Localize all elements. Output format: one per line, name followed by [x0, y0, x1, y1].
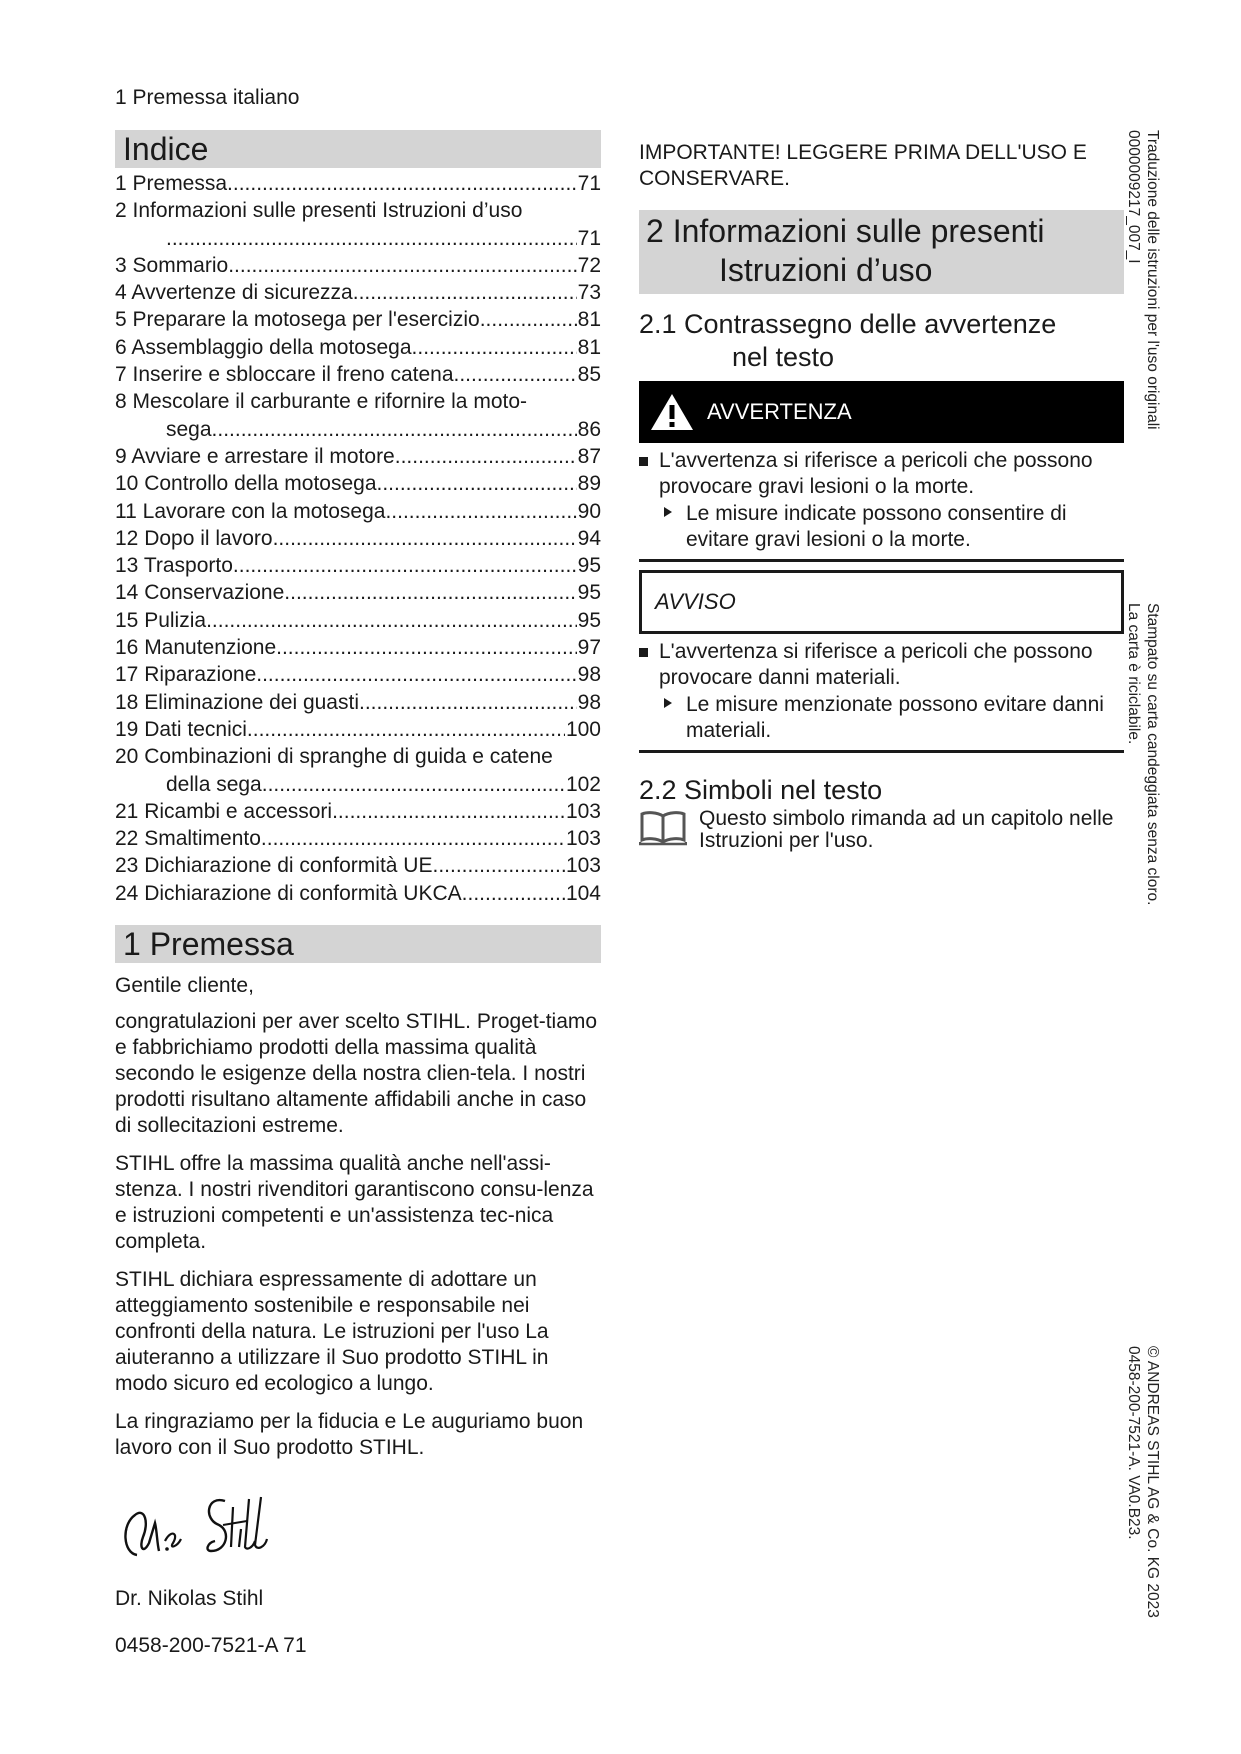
toc-entry-title: 16 Manutenzione: [115, 636, 277, 660]
section-2-heading-line2: Istruzioni d’uso: [719, 252, 933, 288]
toc-entry: [115, 170, 601, 197]
toc-entry-page: 95: [577, 581, 601, 605]
toc-entry-title: 12 Dopo il lavoro: [115, 526, 273, 550]
toc-entry-page: 100: [565, 717, 601, 741]
signature-image: [115, 1485, 285, 1575]
toc-entry-title: 20 Combinazioni di spranghe di guida e catene: [115, 745, 553, 769]
toc-entry-title: 14 Conservazione: [115, 581, 285, 605]
toc-entry-title-continued: della sega: [166, 772, 262, 796]
notice-label: AVVISO: [655, 589, 736, 614]
table-of-contents: [115, 170, 601, 907]
toc-entry: [115, 252, 601, 279]
notice-sub-item: [639, 692, 1124, 744]
toc-entry: [115, 443, 601, 470]
toc-entry-title: 10 Controllo della motosega: [115, 472, 377, 496]
bullet-square-icon: [639, 457, 648, 466]
toc-entry: [115, 689, 601, 716]
toc-entry-page: 89: [577, 472, 601, 496]
divider: [639, 750, 1124, 753]
premessa-title: 1 Premessa: [115, 925, 601, 963]
toc-entry: [115, 716, 601, 743]
running-head: 1 Premessa italiano: [115, 86, 300, 109]
toc-entry-page: 86: [577, 417, 601, 441]
notice-sub-text: Le misure menzionate possono evitare danni materiali.: [686, 693, 1104, 742]
toc-entry-page: 72: [577, 253, 601, 277]
notice-box: [639, 570, 1124, 634]
toc-entry: [115, 607, 601, 634]
toc-entry-title: 18 Eliminazione dei guasti: [115, 690, 359, 714]
toc-entry: [115, 852, 601, 879]
toc-entry-title: 9 Avviare e arrestare il motore: [115, 444, 395, 468]
triangle-bullet-icon: [664, 698, 672, 708]
toc-entry-page: 95: [577, 554, 601, 578]
notice-bullet-text: L'avvertenza si riferisce a pericoli che possono provocare danni materiali.: [659, 640, 1093, 689]
toc-entry-title: 5 Preparare la motosega per l'esercizio: [115, 308, 480, 332]
toc-entry-title: 19 Dati tecnici: [115, 717, 247, 741]
toc-entry-title: 8 Mescolare il carburante e rifornire la moto-: [115, 390, 528, 414]
translation-line2: 0000009217_007_I: [1125, 130, 1142, 264]
copyright-line1: © ANDREAS STIHL AG & Co. KG 2023: [1144, 1346, 1161, 1618]
section-2-1-heading-line2: nel testo: [732, 342, 835, 372]
toc-entry-title: 1 Premessa: [115, 172, 228, 195]
toc-entry-page: 103: [565, 827, 601, 851]
toc-entry-title: 17 Riparazione: [115, 663, 257, 687]
toc-entry-continuation: [115, 225, 601, 252]
toc-title: Indice: [115, 130, 601, 168]
toc-entry-title: 2 Informazioni sulle presenti Istruzioni d’uso: [115, 199, 523, 223]
paragraph-2: STIHL offre la massima qualità anche nell'assi-stenza. I nostri rivenditori garantiscono consu-lenza e istruzioni competenti e un'assistenza tec-nica completa.: [115, 1152, 594, 1254]
bullet-square-icon: [639, 648, 648, 657]
toc-entry-title: 11 Lavorare con la motosega: [115, 499, 386, 523]
translation-line1: Traduzione delle istruzioni per l'uso originali: [1144, 130, 1161, 430]
toc-entry-page: 102: [565, 772, 601, 796]
toc-entry-title: 13 Trasporto: [115, 554, 233, 578]
toc-entry-title: 6 Assemblaggio della motosega: [115, 335, 412, 359]
toc-entry-title: 4 Avvertenze di sicurezza: [115, 281, 353, 305]
section-2-1-heading-line1: 2.1 Contrassegno delle avvertenze: [639, 309, 1057, 339]
section-2-1-heading: [639, 308, 1124, 374]
toc-entry-page: 98: [577, 690, 601, 714]
toc-entry: [115, 498, 601, 525]
toc-entry: [115, 525, 601, 552]
paragraph-3: STIHL dichiara espressamente di adottare un atteggiamento sostenibile e responsabile nei confronti della natura. Le istruzioni per l'uso La aiuteranno a utilizzare il Suo prodotto STIHL in modo sicuro ed ecologico a lungo.: [115, 1268, 549, 1396]
important-notice: IMPORTANTE! LEGGERE PRIMA DELL'USO E CONSERVARE.: [639, 141, 1087, 190]
toc-entry: [115, 880, 601, 907]
toc-entry-page: 71: [577, 172, 601, 195]
toc-entry-page: 71: [577, 226, 601, 250]
paragraph-1: congratulazioni per aver scelto STIHL. Proget-tiamo e fabbrichiamo prodotti della massima qualità secondo le esigenze della nostra clien-tela. I nostri prodotti risultano altamente affidabili anche in caso di sollecitazioni estreme.: [115, 1010, 598, 1138]
toc-entry-title: 3 Sommario: [115, 253, 229, 277]
section-2-2-heading: 2.2 Simboli nel testo: [639, 775, 883, 805]
toc-entry-title-continued: sega: [166, 417, 212, 441]
toc-entry-page: 103: [565, 854, 601, 878]
symbol-row: [639, 808, 1124, 852]
toc-entry-continuation: [115, 771, 601, 798]
left-column: [115, 130, 601, 1612]
paper-line2: La carta è riciclabile.: [1125, 603, 1142, 745]
toc-entry: [115, 743, 601, 770]
toc-entry-title: 7 Inserire e sbloccare il freno catena: [115, 363, 454, 387]
toc-entry: [115, 798, 601, 825]
toc-entry: [115, 197, 601, 224]
warning-sub-text: Le misure indicate possono consentire di evitare gravi lesioni o la morte.: [686, 502, 1067, 551]
toc-entry-page: 97: [577, 636, 601, 660]
toc-entry-title: 23 Dichiarazione di conformità UE: [115, 854, 433, 878]
toc-entry-page: 85: [577, 363, 601, 387]
toc-entry: [115, 825, 601, 852]
toc-entry-page: 104: [565, 881, 601, 905]
toc-entry: [115, 634, 601, 661]
toc-entry: [115, 306, 601, 333]
warning-bullet: [639, 448, 1124, 500]
notice-bullet: [639, 639, 1124, 691]
toc-entry-page: 94: [577, 526, 601, 550]
divider: [639, 559, 1124, 562]
toc-entry: [115, 334, 601, 361]
copyright-line2: 0458-200-7521-A. VA0.B23.: [1125, 1346, 1142, 1540]
paper-line1: Stampato su carta candeggiata senza cloro.: [1144, 603, 1161, 906]
symbol-description: Questo simbolo rimanda ad un capitolo nelle Istruzioni per l'uso.: [699, 807, 1114, 852]
book-icon: [639, 810, 687, 846]
signature-name: Dr. Nikolas Stihl: [115, 1587, 264, 1611]
toc-entry: [115, 552, 601, 579]
toc-entry-title: 24 Dichiarazione di conformità UKCA: [115, 881, 462, 905]
toc-entry-page: 103: [565, 799, 601, 823]
warning-bar: [639, 381, 1124, 443]
paragraph-4: La ringraziamo per la fiducia e Le auguriamo buon lavoro con il Suo prodotto STIHL.: [115, 1410, 584, 1460]
toc-entry: [115, 388, 601, 415]
toc-entry: [115, 279, 601, 306]
toc-entry: [115, 661, 601, 688]
toc-entry: [115, 470, 601, 497]
triangle-bullet-icon: [664, 507, 672, 517]
section-2-heading: [639, 210, 1124, 294]
translation-note: [1124, 130, 1162, 430]
toc-entry: [115, 579, 601, 606]
toc-entry-page: 81: [577, 335, 601, 359]
toc-entry: [115, 361, 601, 388]
warning-triangle-icon: [649, 392, 695, 432]
toc-entry-page: 81: [577, 308, 601, 332]
toc-entry-page: 98: [577, 663, 601, 687]
greeting: Gentile cliente,: [115, 974, 254, 998]
page-footer: 0458-200-7521-A 71: [115, 1634, 307, 1657]
toc-entry-page: 73: [577, 281, 601, 305]
toc-entry-page: 87: [577, 444, 601, 468]
toc-entry-title: 21 Ricambi e accessori: [115, 799, 333, 823]
warning-sub-item: [639, 501, 1124, 553]
copyright-note: [1124, 1346, 1162, 1618]
toc-entry-continuation: [115, 416, 601, 443]
toc-entry-title: 22 Smaltimento: [115, 827, 261, 851]
toc-entry-title: 15 Pulizia: [115, 608, 207, 632]
toc-entry-page: 90: [577, 499, 601, 523]
right-column: [639, 140, 1124, 852]
paper-note: [1124, 603, 1162, 905]
toc-entry-page: 95: [577, 608, 601, 632]
warning-label: AVVERTENZA: [707, 399, 852, 424]
section-2-heading-line1: 2 Informazioni sulle presenti: [646, 213, 1045, 249]
warning-bullet-text: L'avvertenza si riferisce a pericoli che possono provocare gravi lesioni o la morte.: [659, 449, 1093, 498]
